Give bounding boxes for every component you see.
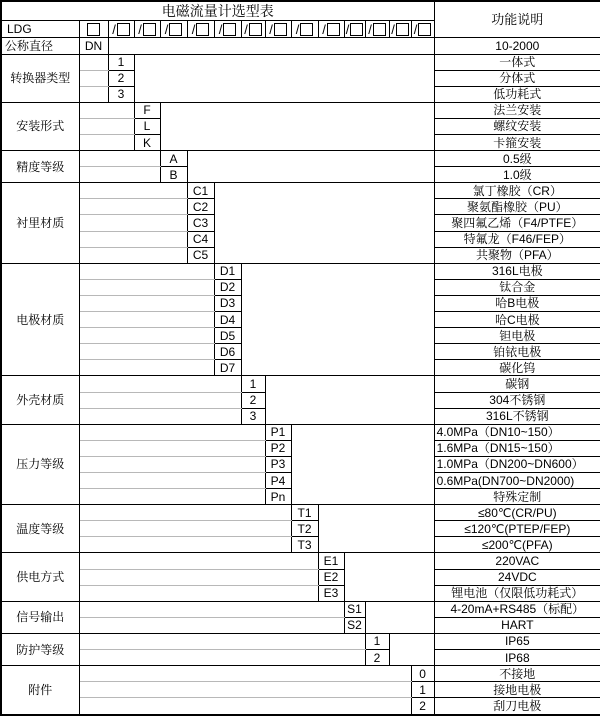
- slash-code-box: [187, 20, 214, 38]
- code-cell: S1: [344, 601, 365, 617]
- row-label: 电极材质: [1, 263, 79, 376]
- leading-cell: [79, 118, 134, 134]
- row-label: 供电方式: [1, 553, 79, 601]
- function-cell: 304不锈钢: [434, 392, 600, 408]
- leading-cell: [79, 617, 344, 633]
- leading-cell: [79, 247, 187, 263]
- code-cell: K: [134, 135, 160, 151]
- function-cell: 低功耗式: [434, 86, 600, 102]
- function-cell: ≤80℃(CR/PU): [434, 505, 600, 521]
- trailing-cell: [291, 424, 434, 504]
- code-cell: D1: [214, 263, 241, 279]
- checkbox-glyph: [418, 23, 431, 36]
- function-cell: HART: [434, 617, 600, 633]
- code-cell: DN: [79, 38, 108, 54]
- function-cell: 0.6MPa(DN700~DN2000): [434, 472, 600, 488]
- row-label: 安装形式: [1, 102, 79, 150]
- slash-mark: /: [244, 21, 248, 37]
- leading-cell: [79, 360, 214, 376]
- code-cell: T2: [291, 521, 318, 537]
- function-cell: 碳钢: [434, 376, 600, 392]
- leading-cell: [79, 183, 187, 199]
- row-label: 转换器类型: [1, 54, 79, 102]
- title-row: [1, 1, 600, 20]
- function-cell: 4-20mA+RS485（标配）: [434, 601, 600, 617]
- function-cell: 哈C电极: [434, 312, 600, 328]
- checkbox-glyph: [196, 23, 209, 36]
- checkbox-glyph: [143, 23, 156, 36]
- leading-cell: [79, 344, 214, 360]
- function-cell: 0.5级: [434, 151, 600, 167]
- code-cell: P3: [265, 456, 291, 472]
- row-label: 温度等级: [1, 505, 79, 553]
- slash-code-box: [318, 20, 344, 38]
- leading-cell: [79, 505, 291, 521]
- trailing-cell: [365, 601, 434, 633]
- leading-cell: [79, 86, 108, 102]
- code-cell: E2: [318, 569, 344, 585]
- code-cell: C1: [187, 183, 214, 199]
- code-cell: 1: [108, 54, 134, 70]
- row-label: 信号输出: [1, 601, 79, 633]
- slash-mark: /: [391, 21, 395, 37]
- leading-cell: [79, 263, 214, 279]
- slash-code-box: [241, 20, 265, 38]
- trailing-cell: [134, 54, 434, 102]
- table-title: 电磁流量计选型表: [1, 1, 434, 20]
- leading-cell: [79, 489, 265, 505]
- leading-cell: [79, 392, 241, 408]
- slash-mark: /: [164, 21, 169, 37]
- checkbox-glyph: [300, 23, 313, 36]
- checkbox-glyph: [223, 23, 236, 36]
- function-cell: 1.6MPa（DN15~150）: [434, 440, 600, 456]
- leading-cell: [79, 666, 411, 682]
- function-cell: 一体式: [434, 54, 600, 70]
- leading-cell: [79, 70, 108, 86]
- function-cell: 聚氨酯橡胶（PU）: [434, 199, 600, 215]
- function-cell: 1.0MPa（DN200~DN600）: [434, 456, 600, 472]
- function-column-header: 功能说明: [434, 1, 600, 38]
- function-cell: ≤200℃(PFA): [434, 537, 600, 553]
- row-label: 衬里材质: [1, 183, 79, 263]
- row-label: 压力等级: [1, 424, 79, 504]
- code-cell: 1: [365, 633, 389, 649]
- code-cell: T1: [291, 505, 318, 521]
- code-cell: 2: [241, 392, 265, 408]
- slash-code-box: [389, 20, 411, 38]
- checkbox-glyph: [350, 23, 363, 36]
- code-cell: 1: [411, 682, 434, 698]
- slash-mark: /: [413, 21, 418, 37]
- leading-cell: [79, 54, 108, 70]
- function-cell: 220VAC: [434, 553, 600, 569]
- function-cell: 聚四氟乙烯（F4/PTFE）: [434, 215, 600, 231]
- code-cell: E1: [318, 553, 344, 569]
- code-cell: T3: [291, 537, 318, 553]
- function-cell: 氯丁橡胶（CR）: [434, 183, 600, 199]
- checkbox-glyph: [274, 23, 287, 36]
- slash-mark: /: [322, 21, 326, 37]
- code-cell: 1: [241, 376, 265, 392]
- code-cell: Pn: [265, 489, 291, 505]
- checkbox-glyph: [117, 23, 130, 36]
- slash-mark: /: [218, 21, 223, 37]
- leading-cell: [79, 472, 265, 488]
- leading-cell: [79, 408, 241, 424]
- model-code-box: [79, 20, 108, 38]
- leading-cell: [79, 424, 265, 440]
- leading-cell: [79, 585, 318, 601]
- leading-cell: [79, 328, 214, 344]
- code-cell: P1: [265, 424, 291, 440]
- code-cell: 2: [365, 650, 389, 666]
- slash-mark: /: [138, 21, 142, 37]
- trailing-cell: [214, 183, 434, 263]
- function-cell: 钽电极: [434, 328, 600, 344]
- row-label: 公称直径: [1, 38, 79, 54]
- slash-mark: /: [368, 21, 372, 37]
- leading-cell: [79, 456, 265, 472]
- leading-cell: [79, 650, 365, 666]
- leading-cell: [79, 295, 214, 311]
- checkbox-glyph: [327, 23, 340, 36]
- code-cell: D2: [214, 279, 241, 295]
- code-cell: S2: [344, 617, 365, 633]
- leading-cell: [79, 376, 241, 392]
- code-cell: D5: [214, 328, 241, 344]
- function-cell: 钛合金: [434, 279, 600, 295]
- function-cell: IP68: [434, 650, 600, 666]
- ldg-label: LDG: [1, 20, 79, 38]
- trailing-cell: [160, 102, 434, 150]
- leading-cell: [79, 601, 344, 617]
- function-cell: 10-2000: [434, 38, 600, 54]
- trailing-cell: [389, 633, 434, 665]
- code-cell: B: [160, 167, 187, 183]
- slash-mark: /: [112, 21, 116, 37]
- trailing-cell: [344, 553, 434, 601]
- code-cell: C5: [187, 247, 214, 263]
- leading-cell: [79, 553, 318, 569]
- trailing-cell: [241, 263, 434, 376]
- slash-code-box: [411, 20, 434, 38]
- code-cell: A: [160, 151, 187, 167]
- leading-cell: [79, 215, 187, 231]
- code-cell: 0: [411, 666, 434, 682]
- function-cell: 卡箍安装: [434, 135, 600, 151]
- leading-cell: [79, 231, 187, 247]
- function-cell: 特氟龙（F46/FEP）: [434, 231, 600, 247]
- leading-cell: [79, 698, 411, 715]
- slash-code-box: [160, 20, 187, 38]
- trailing-cell: [108, 38, 434, 54]
- slash-code-box: [214, 20, 241, 38]
- code-cell: L: [134, 118, 160, 134]
- function-cell: 共聚物（PFA）: [434, 247, 600, 263]
- checkbox-glyph: [373, 23, 386, 36]
- row-label: 附件: [1, 666, 79, 715]
- slash-code-box: [291, 20, 318, 38]
- trailing-cell: [265, 376, 434, 424]
- leading-cell: [79, 167, 160, 183]
- leading-cell: [79, 151, 160, 167]
- code-cell: D4: [214, 312, 241, 328]
- code-cell: C3: [187, 215, 214, 231]
- function-cell: 不接地: [434, 666, 600, 682]
- leading-cell: [79, 633, 365, 649]
- code-cell: D3: [214, 295, 241, 311]
- trailing-cell: [318, 505, 434, 553]
- row-label: 外壳材质: [1, 376, 79, 424]
- slash-code-box: [108, 20, 134, 38]
- slash-code-box: [344, 20, 365, 38]
- function-cell: 螺纹安装: [434, 118, 600, 134]
- function-cell: IP65: [434, 633, 600, 649]
- code-cell: D7: [214, 360, 241, 376]
- trailing-cell: [187, 151, 434, 183]
- leading-cell: [79, 279, 214, 295]
- slash-code-box: [134, 20, 160, 38]
- function-cell: 分体式: [434, 70, 600, 86]
- function-cell: 接地电极: [434, 682, 600, 698]
- checkbox-glyph: [169, 23, 182, 36]
- leading-cell: [79, 682, 411, 698]
- leading-cell: [79, 102, 134, 118]
- slash-code-box: [365, 20, 389, 38]
- function-cell: 4.0MPa（DN10~150）: [434, 424, 600, 440]
- slash-mark: /: [295, 21, 300, 37]
- code-cell: F: [134, 102, 160, 118]
- leading-cell: [79, 440, 265, 456]
- checkbox-glyph: [249, 23, 262, 36]
- leading-cell: [79, 135, 134, 151]
- function-cell: 法兰安装: [434, 102, 600, 118]
- slash-mark: /: [191, 21, 196, 37]
- function-cell: 锂电池（仅限低功耗式）: [434, 585, 600, 601]
- function-cell: 刮刀电极: [434, 698, 600, 715]
- row-label: 防护等级: [1, 633, 79, 665]
- code-cell: D6: [214, 344, 241, 360]
- function-cell: 24VDC: [434, 569, 600, 585]
- function-cell: 铂铱电极: [434, 344, 600, 360]
- leading-cell: [79, 569, 318, 585]
- checkbox-glyph: [396, 23, 409, 36]
- code-cell: 3: [241, 408, 265, 424]
- code-cell: C4: [187, 231, 214, 247]
- checkbox-glyph: [87, 23, 100, 36]
- code-cell: 3: [108, 86, 134, 102]
- leading-cell: [79, 537, 291, 553]
- function-cell: ≤120℃(PTEP/FEP): [434, 521, 600, 537]
- code-cell: 2: [411, 698, 434, 715]
- leading-cell: [79, 199, 187, 215]
- function-cell: 316L不锈钢: [434, 408, 600, 424]
- code-cell: P4: [265, 472, 291, 488]
- leading-cell: [79, 521, 291, 537]
- slash-mark: /: [269, 21, 273, 37]
- row-label: 精度等级: [1, 151, 79, 183]
- code-cell: 2: [108, 70, 134, 86]
- function-cell: 316L电极: [434, 263, 600, 279]
- slash-code-box: [265, 20, 291, 38]
- leading-cell: [79, 312, 214, 328]
- code-cell: P2: [265, 440, 291, 456]
- code-cell: E3: [318, 585, 344, 601]
- function-cell: 特殊定制: [434, 489, 600, 505]
- function-cell: 碳化钨: [434, 360, 600, 376]
- code-cell: C2: [187, 199, 214, 215]
- function-cell: 哈B电极: [434, 295, 600, 311]
- slash-mark: /: [345, 21, 350, 37]
- function-cell: 1.0级: [434, 167, 600, 183]
